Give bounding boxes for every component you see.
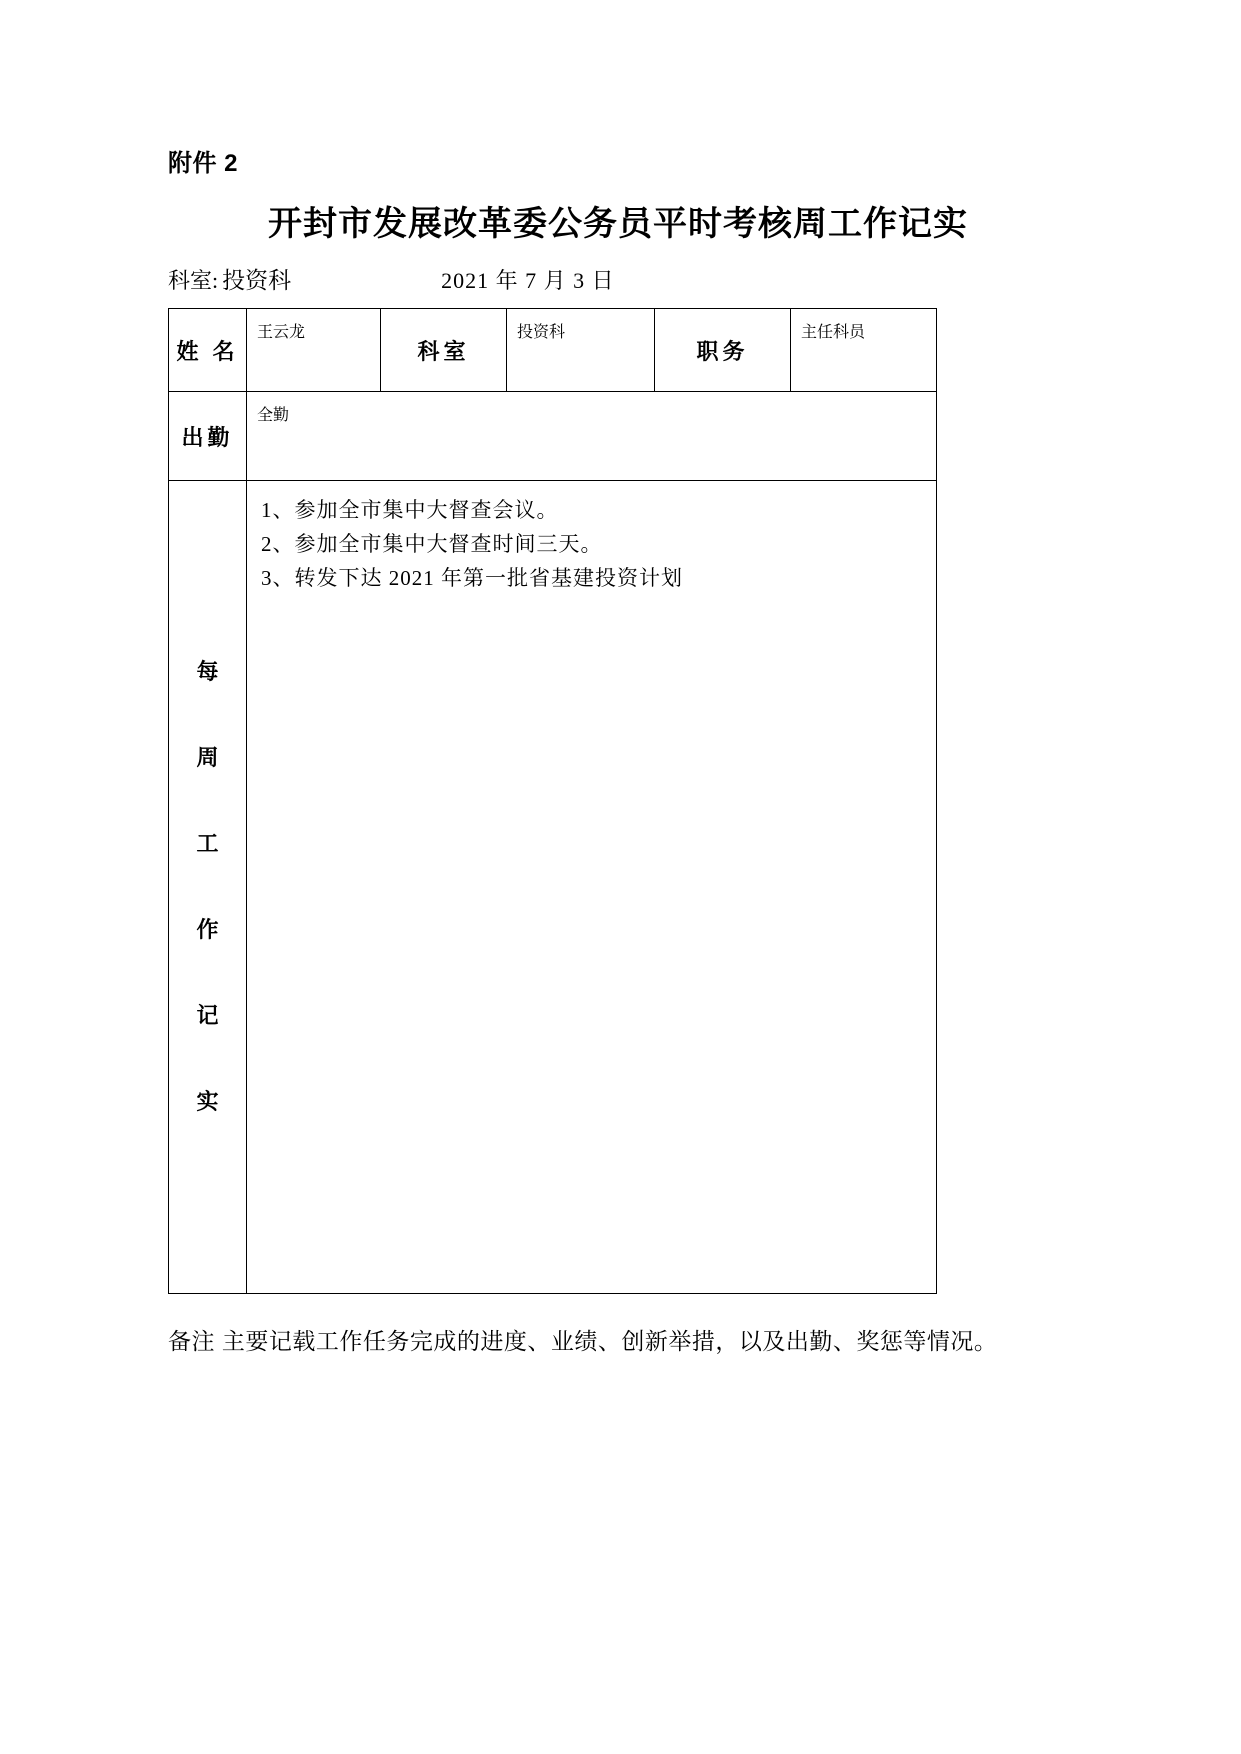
name-label: 姓 名 [169,309,247,392]
weekly-label-char: 作 [196,917,219,942]
weekly-record-item: 1、参加全市集中大督查会议。 [261,498,559,522]
table-row [169,392,937,481]
dept-value: 投资科 [507,309,655,392]
attendance-label: 出勤 [169,392,247,481]
weekly-label-char: 周 [196,745,219,770]
page-title: 开封市发展改革委公务员平时考核周工作记实 [268,205,968,243]
weekly-label-char: 每 [196,659,219,684]
note-label: 备注 [168,1328,215,1354]
weekly-record-item: 2、参加全市集中大督查时间三天。 [261,532,603,557]
weekly-record-item: 3、转发下达 2021 年第一批省基建投资计划 [261,566,683,591]
position-value: 主任科员 [791,309,937,392]
weekly-record-content [247,481,937,1294]
meta-date: 2021 年 7 月 3 日 [441,268,615,293]
table-row [169,481,937,1294]
attendance-value: 全勤 [247,392,937,481]
table-row [169,309,937,392]
note-text: 主要记载工作任务完成的进度、业绩、创新举措，以及出勤、奖惩等情况。 [221,1328,998,1354]
meta-dept-label: 科室: [168,268,219,293]
dept-label: 科室 [381,309,507,392]
attachment-label: 附件 2 [168,150,239,177]
weekly-label-char: 记 [196,1003,219,1028]
weekly-label-char: 实 [196,1089,219,1114]
meta-row [168,262,1068,295]
meta-dept-value: 投资科 [222,267,292,293]
weekly-record-label [169,481,247,1294]
weekly-label-char: 工 [196,831,219,856]
note [168,1323,997,1356]
name-value: 王云龙 [247,309,381,392]
record-table [168,308,937,1294]
position-label: 职务 [655,309,791,392]
